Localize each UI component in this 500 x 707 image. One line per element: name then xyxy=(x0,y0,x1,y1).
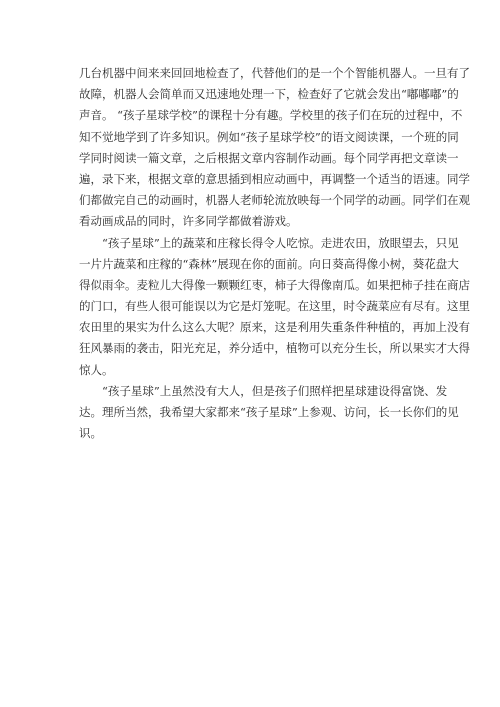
paragraph-2 xyxy=(79,233,470,381)
text-line: 故障，机器人会简单而又迅速地处理一下，检查好了它就会发出“嘟嘟嘟”的 xyxy=(79,87,459,102)
text-line: 达。理所当然，我希望大家都来“孩子星球”上参观、访问，长一长你们的见 xyxy=(79,405,459,419)
text-line: 遍，录下来，根据文章的意思插到相应动画中，再调整一个适当的语速。同学 xyxy=(79,171,470,186)
text-line: “孩子星球”上虽然没有大人，但是孩子们照样把星球建设得富饶、发 xyxy=(79,383,448,398)
text-line: 知不觉地学到了许多知识。例如“孩子星球学校”的语文阅读课，一个班的同 xyxy=(79,129,459,144)
text-line: 识。 xyxy=(79,426,102,441)
text-line: 学同时阅读一篇文章，之后根据文章内容制作动画。每个同学再把文章读一 xyxy=(79,150,459,165)
text-line: 声音。 “孩子星球学校”的课程十分有趣。学校里的孩子们在玩的过程中，不 xyxy=(79,108,463,123)
paragraph-1 xyxy=(79,63,470,233)
text-line: 一片片蔬菜和庄稼的“森林”展现在你的面前。向日葵高得像小树，葵花盘大 xyxy=(79,256,459,271)
text-line: 惊人。 xyxy=(79,362,114,377)
text-line: 看动画成品的同时，许多同学都做着游戏。 xyxy=(79,214,298,229)
text-line: “孩子星球”上的蔬菜和庄稼长得令人吃惊。走进农田，放眼望去，只见 xyxy=(79,235,459,250)
document-body xyxy=(79,63,470,444)
text-line: 们都做完自己的动画时，机器人老师轮流放映每一个同学的动画。同学们在观 xyxy=(79,193,470,208)
text-line: 的门口，有些人很可能误以为它是灯笼呢。在这里，时令蔬菜应有尽有。这里 xyxy=(79,299,470,314)
text-line: 得似雨伞。麦粒儿大得像一颗颗红枣，柿子大得像南瓜。如果把柿子挂在商店 xyxy=(79,277,470,292)
text-line: 狂风暴雨的袭击，阳光充足，养分适中，植物可以充分生长，所以果实才大得 xyxy=(79,341,470,356)
text-line: 几台机器中间来来回回地检查了，代替他们的是一个个智能机器人。一旦有了 xyxy=(79,66,470,80)
paragraph-3 xyxy=(79,381,459,445)
text-line: 农田里的果实为什么这么大呢？原来，这是利用失重条件种植的，再加上没有 xyxy=(79,320,470,335)
